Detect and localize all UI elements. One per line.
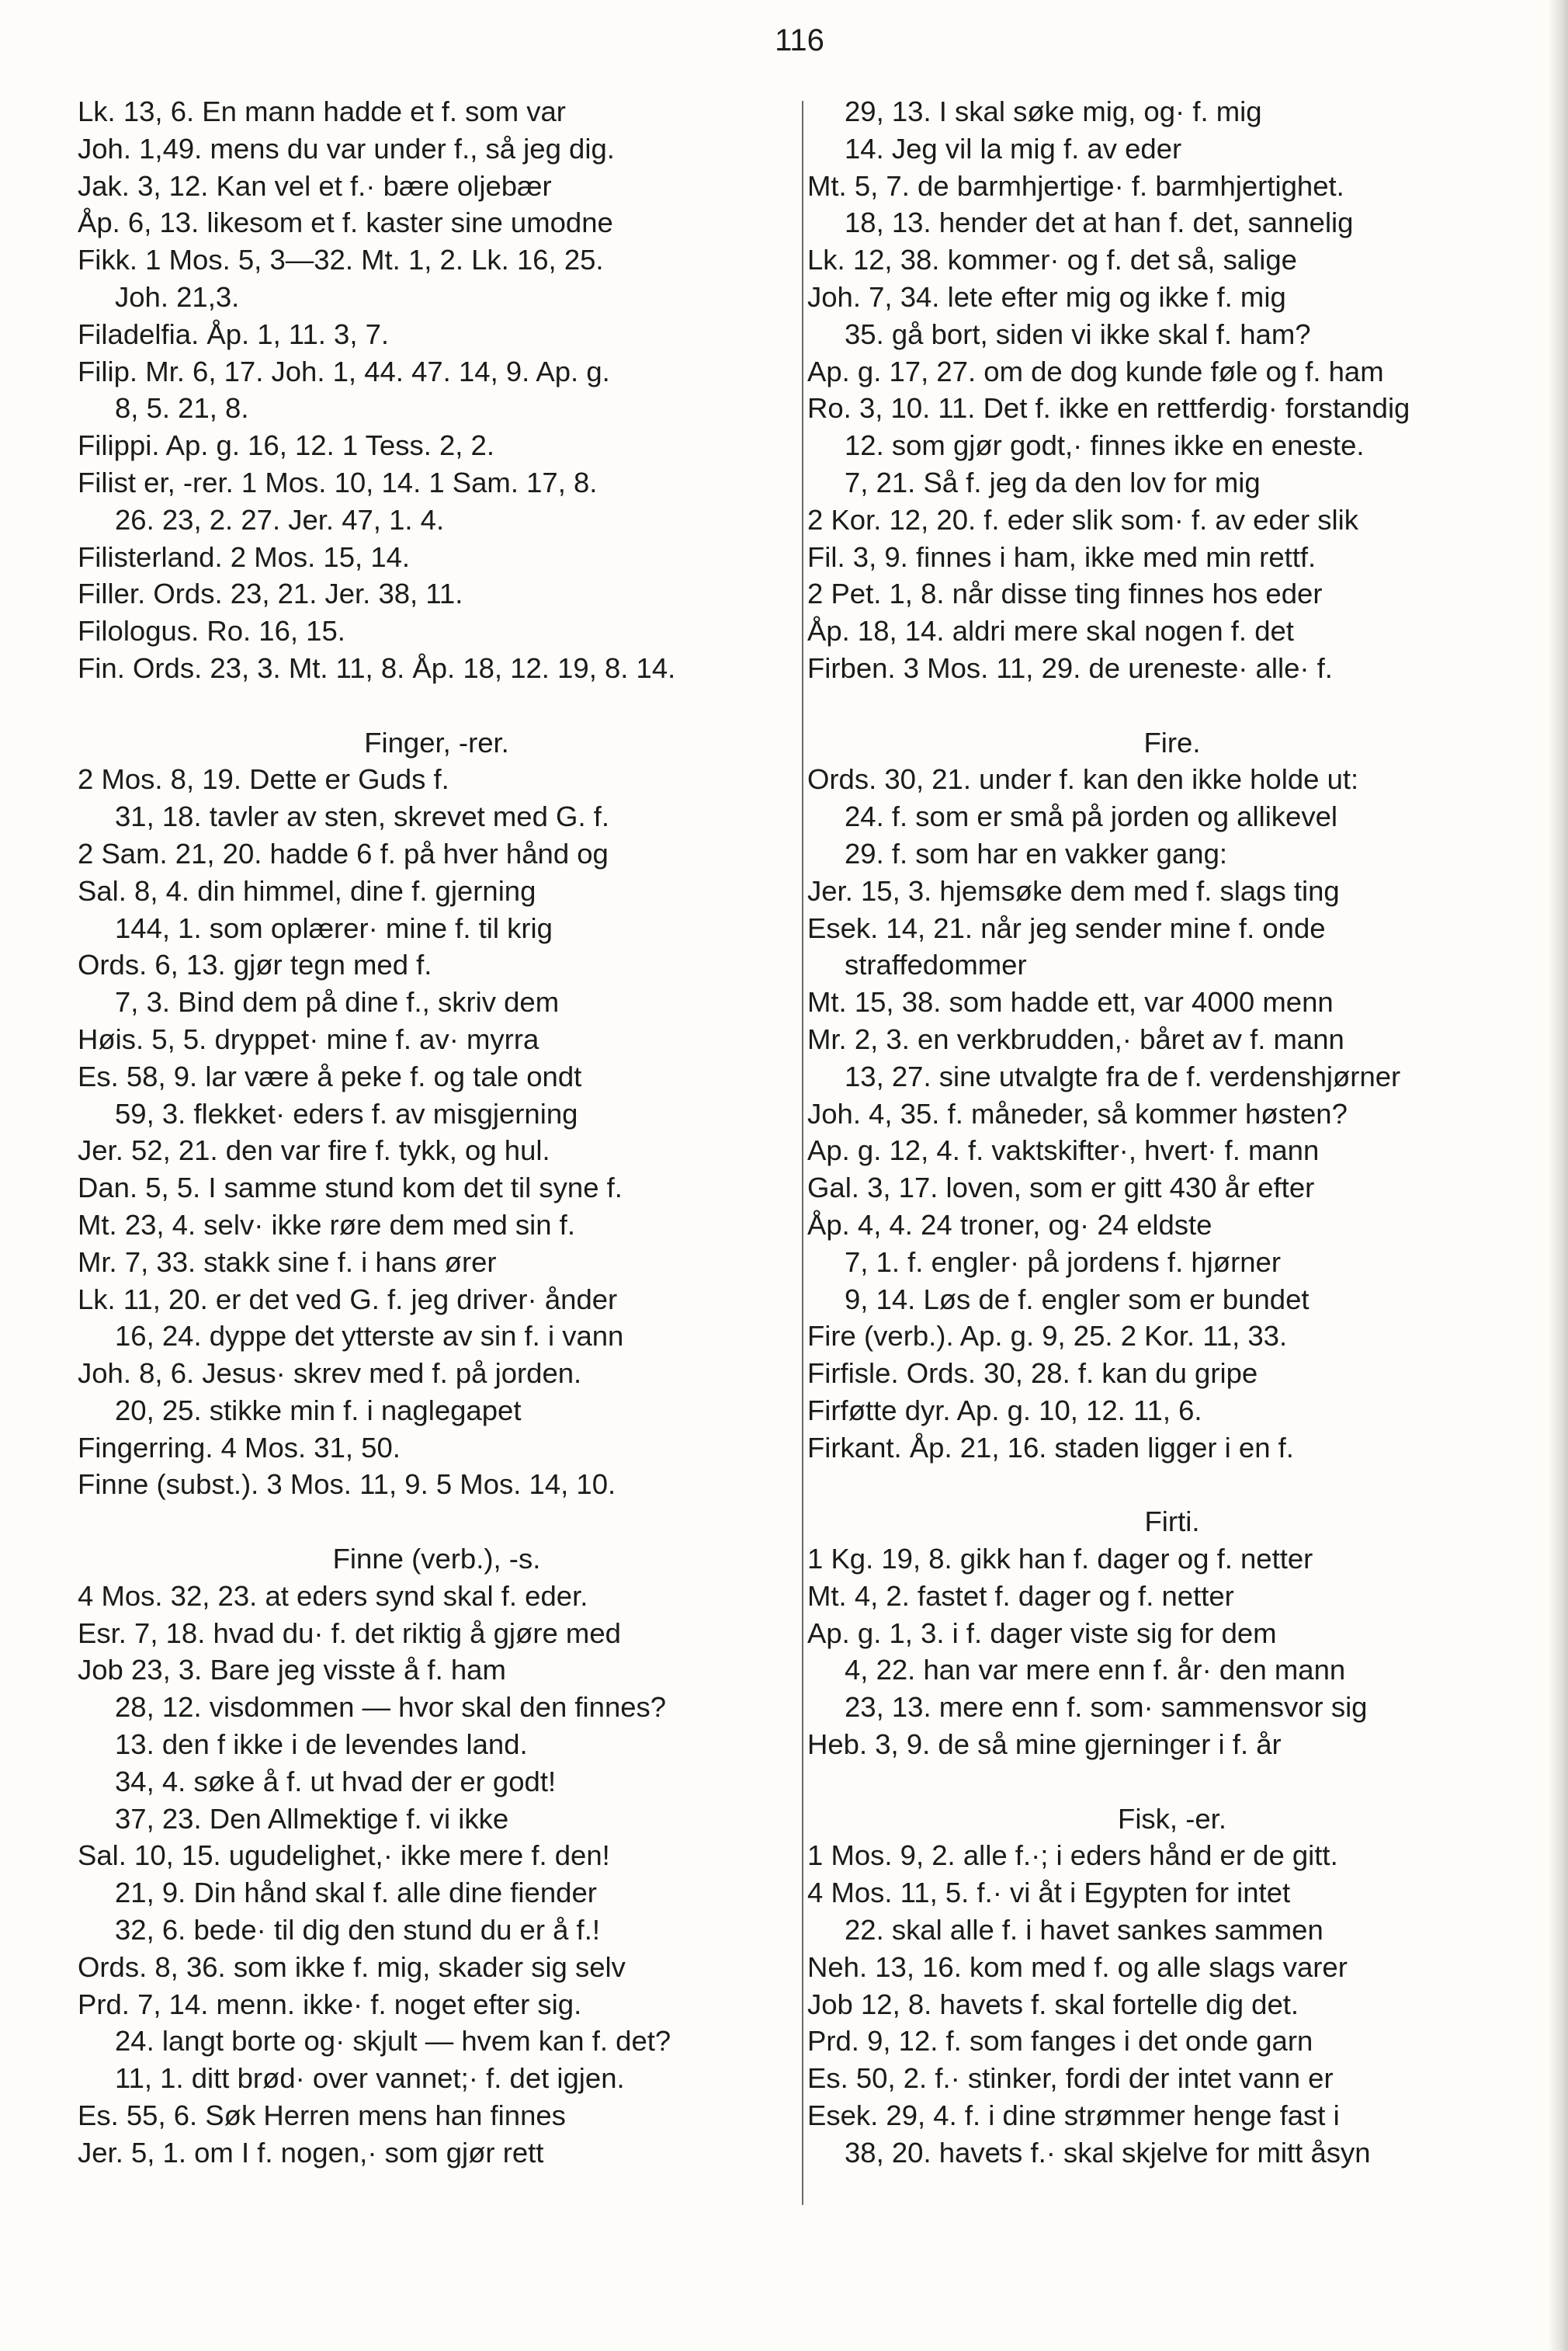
- reference-line: Mr. 2, 3. en verkbrudden,· båret av f. mann: [807, 1023, 1344, 1055]
- reference-line: Neh. 13, 16. kom med f. og alle slags varer: [807, 1950, 1348, 1983]
- reference-line: Filip. Mr. 6, 17. Joh. 1, 44. 47. 14, 9. Ap. g.: [78, 355, 610, 387]
- reference-continuation: 28, 12. visdommen — hvor skal den finnes?: [115, 1691, 667, 1724]
- reference-line: Job 12, 8. havets f. skal fortelle dig det.: [807, 1988, 1299, 2020]
- reference-line: Prd. 7, 14. menn. ikke· f. noget efter sig.: [78, 1988, 582, 2020]
- entry-heading: Firti.: [1144, 1505, 1200, 1538]
- reference-line: 4 Mos. 11, 5. f.· vi åt i Egypten for intet: [807, 1877, 1291, 1909]
- reference-continuation: 22. skal alle f. i havet sankes sammen: [845, 1914, 1323, 1946]
- reference-line: Firføtte dyr. Ap. g. 10, 12. 11, 6.: [807, 1394, 1202, 1426]
- reference-line: Prd. 9, 12. f. som fanges i det onde garn: [807, 2025, 1313, 2058]
- reference-continuation: 59, 3. flekket· eders f. av misgjerning: [115, 1097, 578, 1130]
- reference-line: Gal. 3, 17. loven, som er gitt 430 år efter: [807, 1172, 1315, 1204]
- reference-line: Ap. g. 1, 3. i f. dager viste sig for dem: [807, 1617, 1277, 1649]
- section-spacer: [78, 687, 796, 724]
- reference-continuation: 34, 4. søke å f. ut hvad der er godt!: [115, 1765, 557, 1797]
- reference-line: Es. 50, 2. f.· stinker, fordi der intet vann er: [807, 2062, 1334, 2095]
- reference-line: Job 23, 3. Bare jeg visste å f. ham: [78, 1654, 506, 1686]
- reference-line: Åp. 18, 14. aldri mere skal nogen f. det: [807, 615, 1294, 648]
- reference-line: Fil. 3, 9. finnes i ham, ikke med min rettf.: [807, 540, 1316, 573]
- reference-line: Lk. 12, 38. kommer· og f. det så, salige: [807, 244, 1297, 276]
- reference-line: Høis. 5, 5. dryppet· mine f. av· myrra: [78, 1023, 539, 1055]
- reference-line: Esek. 29, 4. f. i dine strømmer henge fast i: [807, 2099, 1340, 2132]
- reference-line: 1 Mos. 9, 2. alle f.·; i eders hånd er de gitt.: [807, 1839, 1338, 1872]
- reference-line: Joh. 7, 34. lete efter mig og ikke f. mig: [807, 280, 1286, 313]
- reference-continuation: 13. den f ikke i de levendes land.: [115, 1728, 528, 1761]
- reference-line: 4 Mos. 32, 23. at eders synd skal f. eder.: [78, 1579, 588, 1612]
- entry-heading: Fire.: [1143, 726, 1201, 759]
- reference-line: Filist er, -rer. 1 Mos. 10, 14. 1 Sam. 17, 8.: [78, 466, 598, 498]
- entry-heading: Fisk, -er.: [1118, 1802, 1226, 1835]
- reference-line: Filologus. Ro. 16, 15.: [78, 615, 345, 648]
- reference-continuation: 11, 1. ditt brød· over vannet;· f. det igjen.: [115, 2062, 625, 2095]
- reference-line: Filippi. Ap. g. 16, 12. 1 Tess. 2, 2.: [78, 429, 495, 462]
- reference-line: Heb. 3, 9. de så mine gjerninger i f. år: [807, 1728, 1282, 1761]
- reference-line: Mt. 5, 7. de barmhjertige· f. barmhjertighet.: [807, 169, 1344, 202]
- reference-line: Esek. 14, 21. når jeg sender mine f. onde: [807, 912, 1326, 944]
- reference-line: Fire (verb.). Ap. g. 9, 25. 2 Kor. 11, 33.: [807, 1320, 1288, 1353]
- reference-line: Fingerring. 4 Mos. 31, 50.: [78, 1431, 401, 1464]
- section-spacer: [807, 1466, 1537, 1503]
- reference-line: Ap. g. 12, 4. f. vaktskifter·, hvert· f. mann: [807, 1134, 1320, 1167]
- reference-line: 1 Kg. 19, 8. gikk han f. dager og f. netter: [807, 1543, 1313, 1575]
- left-column: [78, 93, 796, 2172]
- reference-continuation: 7, 3. Bind dem på dine f., skriv dem: [115, 986, 560, 1019]
- reference-continuation: 37, 23. Den Allmektige f. vi ikke: [115, 1802, 509, 1835]
- column-divider: [802, 101, 803, 2205]
- reference-continuation: 12. som gjør godt,· finnes ikke en eneste.: [845, 429, 1365, 462]
- reference-continuation: 9, 14. Løs de f. engler som er bundet: [845, 1283, 1310, 1315]
- reference-line: Esr. 7, 18. hvad du· f. det riktig å gjøre med: [78, 1617, 621, 1649]
- reference-continuation: 13, 27. sine utvalgte fra de f. verdenshjørner: [845, 1060, 1401, 1092]
- reference-line: Filisterland. 2 Mos. 15, 14.: [78, 540, 411, 573]
- reference-line: Joh. 1,49. mens du var under f., så jeg dig.: [78, 132, 615, 165]
- reference-line: Filler. Ords. 23, 21. Jer. 38, 11.: [78, 578, 463, 610]
- reference-line: Mt. 23, 4. selv· ikke røre dem med sin f.: [78, 1208, 575, 1241]
- reference-line: Lk. 11, 20. er det ved G. f. jeg driver· ånder: [78, 1283, 618, 1315]
- reference-continuation: 26. 23, 2. 27. Jer. 47, 1. 4.: [115, 503, 445, 536]
- reference-continuation: 7, 21. Så f. jeg da den lov for mig: [845, 466, 1261, 498]
- reference-continuation: Joh. 21,3.: [115, 280, 240, 313]
- reference-line: Sal. 10, 15. ugudelighet,· ikke mere f. den!: [78, 1839, 610, 1872]
- reference-line: Åp. 4, 4. 24 troner, og· 24 eldste: [807, 1208, 1212, 1241]
- reference-continuation: 144, 1. som oplærer· mine f. til krig: [115, 912, 553, 944]
- reference-line: Jak. 3, 12. Kan vel et f.· bære oljebær: [78, 169, 552, 202]
- reference-continuation: 35. gå bort, siden vi ikke skal f. ham?: [845, 318, 1311, 350]
- reference-line: Fin. Ords. 23, 3. Mt. 11, 8. Åp. 18, 12. 19, 8. 14.: [78, 651, 676, 684]
- reference-line: Joh. 8, 6. Jesus· skrev med f. på jorden.: [78, 1357, 582, 1390]
- reference-continuation: 14. Jeg vil la mig f. av eder: [845, 132, 1182, 165]
- entry-heading: Finger, -rer.: [364, 726, 509, 759]
- reference-continuation: 8, 5. 21, 8.: [115, 392, 249, 425]
- reference-line: Firfisle. Ords. 30, 28. f. kan du gripe: [807, 1357, 1258, 1390]
- page-number: 116: [775, 23, 824, 57]
- entry-heading: Finne (verb.), -s.: [332, 1543, 541, 1575]
- reference-line: Dan. 5, 5. I samme stund kom det til syne f.: [78, 1172, 623, 1204]
- page-edge-shadow: [1548, 0, 1568, 2351]
- reference-line: Joh. 4, 35. f. måneder, så kommer høsten?: [807, 1097, 1348, 1130]
- section-spacer: [807, 687, 1537, 724]
- reference-line: 2 Mos. 8, 19. Dette er Guds f.: [78, 763, 449, 796]
- reference-line: Mt. 4, 2. fastet f. dager og f. netter: [807, 1579, 1234, 1612]
- reference-line: Jer. 5, 1. om I f. nogen,· som gjør rett: [78, 2136, 544, 2169]
- section-spacer: [78, 1503, 796, 1540]
- reference-line: Ap. g. 17, 27. om de dog kunde føle og f. ham: [807, 355, 1384, 387]
- reference-continuation: 4, 22. han var mere enn f. år· den mann: [845, 1654, 1346, 1686]
- reference-line: Firkant. Åp. 21, 16. staden ligger i en f.: [807, 1431, 1294, 1464]
- section-spacer: [807, 1763, 1537, 1801]
- reference-line: Ords. 6, 13. gjør tegn med f.: [78, 949, 432, 981]
- reference-line: Finne (subst.). 3 Mos. 11, 9. 5 Mos. 14, 10.: [78, 1468, 616, 1501]
- reference-continuation: 20, 25. stikke min f. i naglegapet: [115, 1394, 522, 1426]
- reference-continuation: 29. f. som har en vakker gang:: [845, 837, 1228, 870]
- reference-line: Jer. 15, 3. hjemsøke dem med f. slags ting: [807, 874, 1340, 907]
- reference-line: Filadelfia. Åp. 1, 11. 3, 7.: [78, 318, 390, 350]
- reference-continuation: 18, 13. hender det at han f. det, sannelig: [845, 207, 1354, 239]
- reference-continuation: 29, 13. I skal søke mig, og· f. mig: [845, 95, 1262, 127]
- reference-line: Sal. 8, 4. din himmel, dine f. gjerning: [78, 874, 536, 907]
- reference-line: 2 Pet. 1, 8. når disse ting finnes hos eder: [807, 578, 1323, 610]
- reference-continuation: 23, 13. mere enn f. som· sammensvor sig: [845, 1691, 1368, 1724]
- reference-line: 2 Kor. 12, 20. f. eder slik som· f. av eder slik: [807, 503, 1359, 536]
- reference-line: Es. 58, 9. lar være å peke f. og tale ondt: [78, 1060, 582, 1092]
- right-column: [807, 93, 1537, 2172]
- reference-continuation: straffedommer: [845, 949, 1027, 981]
- reference-continuation: 38, 20. havets f.· skal skjelve for mitt åsyn: [845, 2136, 1371, 2169]
- reference-line: Mr. 7, 33. stakk sine f. i hans ører: [78, 1245, 497, 1278]
- reference-continuation: 24. f. som er små på jorden og allikevel: [845, 800, 1338, 833]
- reference-line: Jer. 52, 21. den var fire f. tykk, og hul.: [78, 1134, 550, 1167]
- reference-line: Ro. 3, 10. 11. Det f. ikke en rettferdig· forstandig: [807, 392, 1410, 425]
- reference-line: Ords. 8, 36. som ikke f. mig, skader sig selv: [78, 1950, 626, 1983]
- reference-continuation: 24. langt borte og· skjult — hvem kan f. det?: [115, 2025, 671, 2058]
- reference-continuation: 7, 1. f. engler· på jordens f. hjørner: [845, 1245, 1281, 1278]
- reference-line: Es. 55, 6. Søk Herren mens han finnes: [78, 2099, 566, 2132]
- reference-line: 2 Sam. 21, 20. hadde 6 f. på hver hånd og: [78, 837, 609, 870]
- reference-line: Firben. 3 Mos. 11, 29. de ureneste· alle· f.: [807, 651, 1333, 684]
- reference-continuation: 16, 24. dyppe det ytterste av sin f. i vann: [115, 1320, 624, 1353]
- reference-continuation: 31, 18. tavler av sten, skrevet med G. f.: [115, 800, 610, 833]
- reference-line: Lk. 13, 6. En mann hadde et f. som var: [78, 95, 566, 127]
- reference-continuation: 32, 6. bede· til dig den stund du er å f.!: [115, 1914, 600, 1946]
- reference-line: Fikk. 1 Mos. 5, 3—32. Mt. 1, 2. Lk. 16, 25.: [78, 244, 604, 276]
- reference-line: Åp. 6, 13. likesom et f. kaster sine umodne: [78, 207, 613, 239]
- reference-line: Mt. 15, 38. som hadde ett, var 4000 menn: [807, 986, 1334, 1019]
- reference-line: Ords. 30, 21. under f. kan den ikke holde ut:: [807, 763, 1359, 796]
- reference-continuation: 21, 9. Din hånd skal f. alle dine fiender: [115, 1877, 597, 1909]
